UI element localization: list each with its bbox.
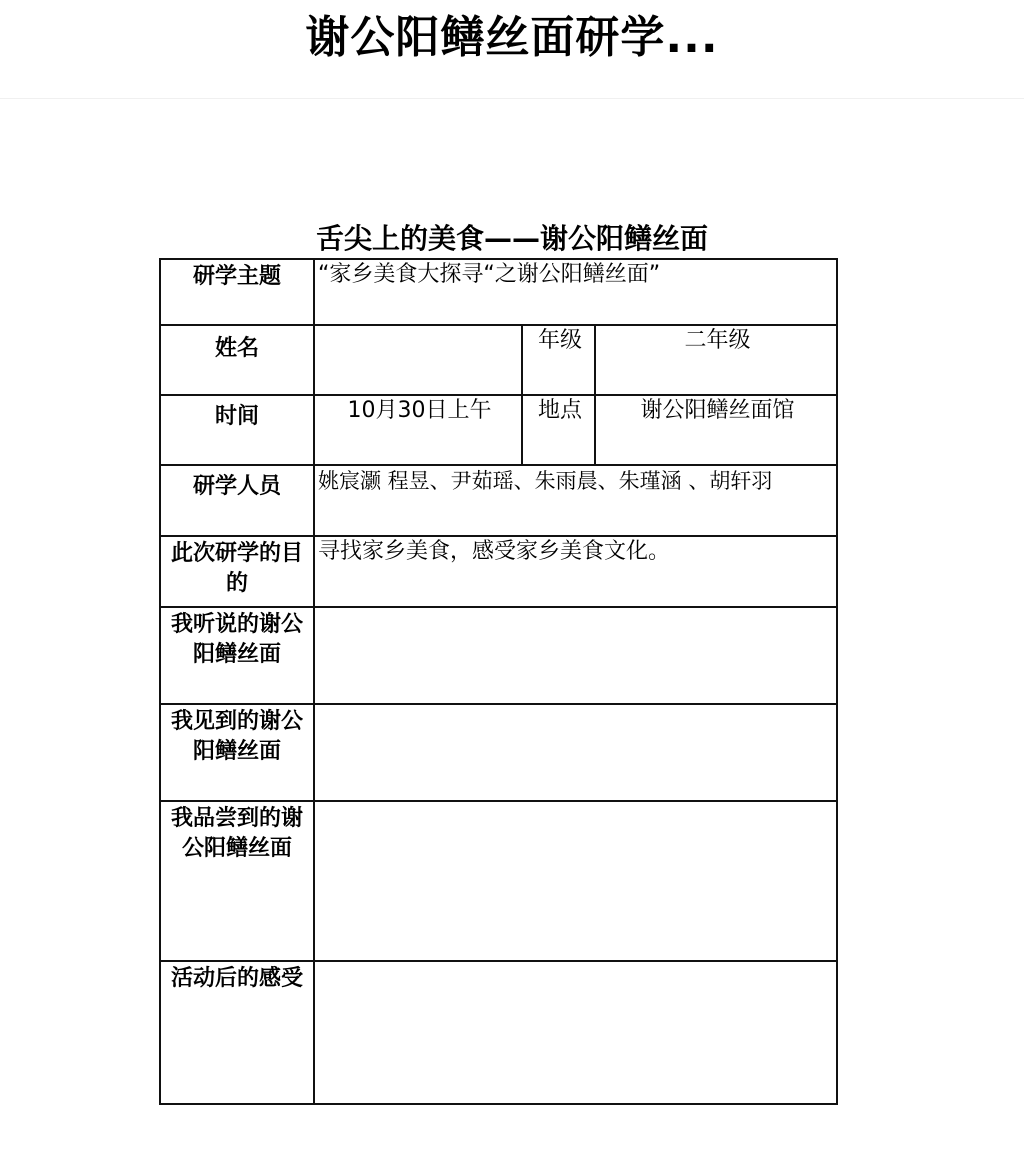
members-value: 姚宸灏 程昱、尹茹瑶、朱雨晨、朱瑾涵 、胡轩羽	[318, 469, 773, 493]
theme-value: “家乡美食大探寻“之谢公阳鳝丝面”	[318, 262, 661, 287]
table-row-heard	[160, 607, 837, 704]
table-row-purpose	[160, 536, 837, 607]
purpose-value-cell[interactable]	[314, 536, 837, 607]
table-row-seen	[160, 704, 837, 801]
feeling-label: 活动后的感受	[171, 966, 304, 991]
feeling-label-cell	[160, 961, 314, 1104]
page-title: 谢公阳鳝丝面研学...	[305, 12, 719, 63]
study-sheet-table	[159, 258, 838, 1105]
time-label-cell	[160, 395, 314, 465]
name-label-cell	[160, 325, 314, 395]
grade-value: 二年级	[684, 328, 751, 353]
table-row-feeling	[160, 961, 837, 1104]
tasted-label-cell	[160, 801, 314, 961]
table-row-name	[160, 325, 837, 395]
time-label: 时间	[214, 404, 259, 429]
theme-value-cell[interactable]	[314, 259, 837, 325]
heard-label: 我听说的谢公阳鳝丝面	[171, 612, 304, 667]
members-label-cell	[160, 465, 314, 536]
table-row-theme	[160, 259, 837, 325]
feeling-value-cell[interactable]	[314, 961, 837, 1104]
seen-label-cell	[160, 704, 314, 801]
sheet-title: 舌尖上的美食——谢公阳鳝丝面	[315, 222, 708, 255]
place-value-cell[interactable]	[595, 395, 837, 465]
time-value: 10月30日上午	[347, 398, 492, 423]
theme-label: 研学主题	[192, 264, 281, 289]
place-label: 地点	[537, 398, 582, 423]
grade-label: 年级	[537, 328, 582, 353]
seen-value-cell[interactable]	[314, 704, 837, 801]
theme-label-cell	[160, 259, 314, 325]
time-value-cell[interactable]	[314, 395, 522, 465]
grade-label-cell	[522, 325, 595, 395]
tasted-value-cell[interactable]	[314, 801, 837, 961]
name-value-cell[interactable]	[314, 325, 522, 395]
purpose-label: 此次研学的目的	[171, 541, 304, 596]
purpose-label-cell	[160, 536, 314, 607]
place-value: 谢公阳鳝丝面馆	[640, 398, 795, 423]
table-row-members	[160, 465, 837, 536]
table-row-tasted	[160, 801, 837, 961]
grade-value-cell[interactable]	[595, 325, 837, 395]
heard-value-cell[interactable]	[314, 607, 837, 704]
purpose-value: 寻找家乡美食，感受家乡美食文化。	[318, 539, 671, 564]
seen-label: 我见到的谢公阳鳝丝面	[171, 709, 304, 764]
members-value-cell[interactable]	[314, 465, 837, 536]
members-label: 研学人员	[192, 474, 281, 499]
table-row-time	[160, 395, 837, 465]
page-header	[0, 0, 1024, 99]
place-label-cell	[522, 395, 595, 465]
name-label: 姓名	[214, 336, 259, 361]
tasted-label: 我品尝到的谢公阳鳝丝面	[171, 806, 304, 861]
heard-label-cell	[160, 607, 314, 704]
